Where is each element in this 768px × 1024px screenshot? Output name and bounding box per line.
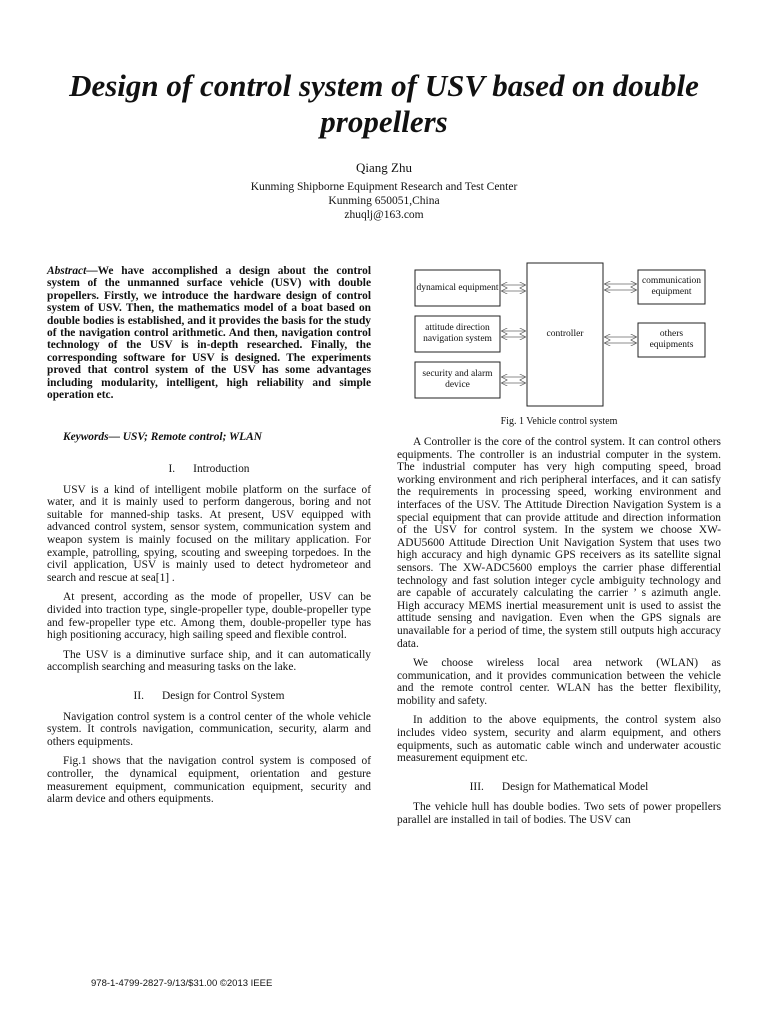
- abstract-label: Abstract: [47, 265, 87, 277]
- right-column: [397, 436, 721, 834]
- author-email: zhuqlj@163.com: [344, 209, 424, 221]
- affiliation-institution: Kunming Shipborne Equipment Research and Test Center: [250, 181, 518, 193]
- paper-title: Design of control system of USV based on double propellers: [69, 68, 699, 139]
- paragraph: In addition to the above equipments, the control system also includes video system, security and alarm equipment, and others equipments, such as automatic cable winch and underwater acoustic measurement equipment etc.: [397, 714, 721, 765]
- section-heading-introduction: [47, 463, 371, 476]
- vehicle-control-system-diagram: [405, 258, 723, 430]
- author-name: Qiang Zhu: [356, 160, 412, 175]
- others-equipments-label: others equipments: [649, 329, 694, 350]
- keywords: Keywords— USV; Remote control; WLAN: [63, 431, 262, 444]
- dynamical-equipment-label: dynamical equipment: [416, 282, 499, 293]
- communication-equipment-label: communication equipment: [641, 276, 702, 297]
- attitude-navigation-label: attitude direction navigation system: [423, 323, 492, 344]
- paragraph: The USV is a diminutive surface ship, and it can automatically accomplish searching and measuring tasks on the lake.: [47, 648, 371, 674]
- section-number: I.: [168, 463, 176, 476]
- controller-label: controller: [546, 329, 584, 339]
- security-alarm-label: security and alarm device: [422, 369, 493, 390]
- section-number: II.: [133, 689, 144, 702]
- affiliation-block: [0, 180, 768, 222]
- left-column: [47, 265, 371, 813]
- paragraph: At present, according as the mode of propeller, USV can be divided into traction type, single-propeller type, double-propeller type and few-propeller type etc. Among them, double-propeller type has high positioning accuracy, high sailing speed and flexible control.: [47, 591, 371, 642]
- paragraph: Navigation control system is a control center of the whole vehicle system. It controls navigation, communication, security, alarm and others equipments.: [47, 710, 371, 748]
- affiliation-city: Kunming 650051,China: [328, 195, 440, 207]
- section-heading-control-system: [47, 690, 371, 703]
- section-title: Design for Control System: [161, 689, 285, 702]
- abstract: [47, 265, 371, 401]
- figure-caption: Fig. 1 Vehicle control system: [500, 416, 618, 427]
- paragraph: A Controller is the core of the control system. It can control others equipments. The controller is an industrial computer in the system. The industrial computer has very high computing speed, broad working environment and rich peripheral interfaces, and it can satisfy the requirements in processing speed, working environment and interfaces of the USV. The Attitude Direction Navigation System is a special equipment that can provide attitude and direction information of the USV for control system. In the system we choose XW-ADU5600 Attitude Direction Unit Navigation System that uses two high accuracy and high dynamic GPS receivers as its satellite signal sensors. The XW-ADC5600 employs the carrier phase differential technology and fast solution integer cycle ambiguity technology and are capable of accurately calculating the carrier ’ s azimuth angle. High accuracy MEMS inertial measurement unit is used to assist the attitude sensing and navigation. Even when the GPS signals are unavailable for a period of time, the system still outputs high accuracy data.: [397, 436, 721, 650]
- section-title: Design for Mathematical Model: [501, 780, 649, 793]
- paragraph: The vehicle hull has double bodies. Two sets of power propellers parallel are installed in tail of bodies. The USV can: [397, 801, 721, 827]
- paragraph: USV is a kind of intelligent mobile platform on the surface of water, and it is mainly used to perform dangerous, boring and not suitable for manned-ship tasks. At present, USV equipped with advanced control system, sensor system, communication system and weapon system is mainly focused on the military application. For example, patrolling, spying, scouting and sweeping torpedoes. In the civil application, USV is mainly used to detect hydrometeor and search and rescue at sea[1] .: [47, 483, 371, 584]
- section-title: Introduction: [193, 463, 250, 476]
- section-heading-mathematical-model: [397, 781, 721, 794]
- copyright-footer: 978-1-4799-2827-9/13/$31.00 ©2013 IEEE: [91, 978, 273, 989]
- paragraph: We choose wireless local area network (WLAN) as communication, and it provides communication between the vehicle and the remote control center. WLAN has the better flexibility, mobility and safety.: [397, 657, 721, 707]
- section-number: III.: [469, 780, 484, 793]
- abstract-text: —We have accomplished a design about the control system of the unmanned surface vehicle (USV) with double propellers. Firstly, we introduce the hardware design of control system of USV. Then, the mathematics model of a boat based on double bodies is established, and it provides the basis for the study of the navigation control arithmetic. And then, navigation control technology of the USV is in-depth researched. Finally, the corresponding software for USV is designed. The experiments proved that control system of the USV has some advantages including modularity, intelligent, high reliability and simple operation etc.: [47, 265, 371, 402]
- paragraph: Fig.1 shows that the navigation control system is composed of controller, the dynamical equipment, orientation and gesture measurement equipment, communication equipment, security and alarm device and others equipments.: [47, 755, 371, 806]
